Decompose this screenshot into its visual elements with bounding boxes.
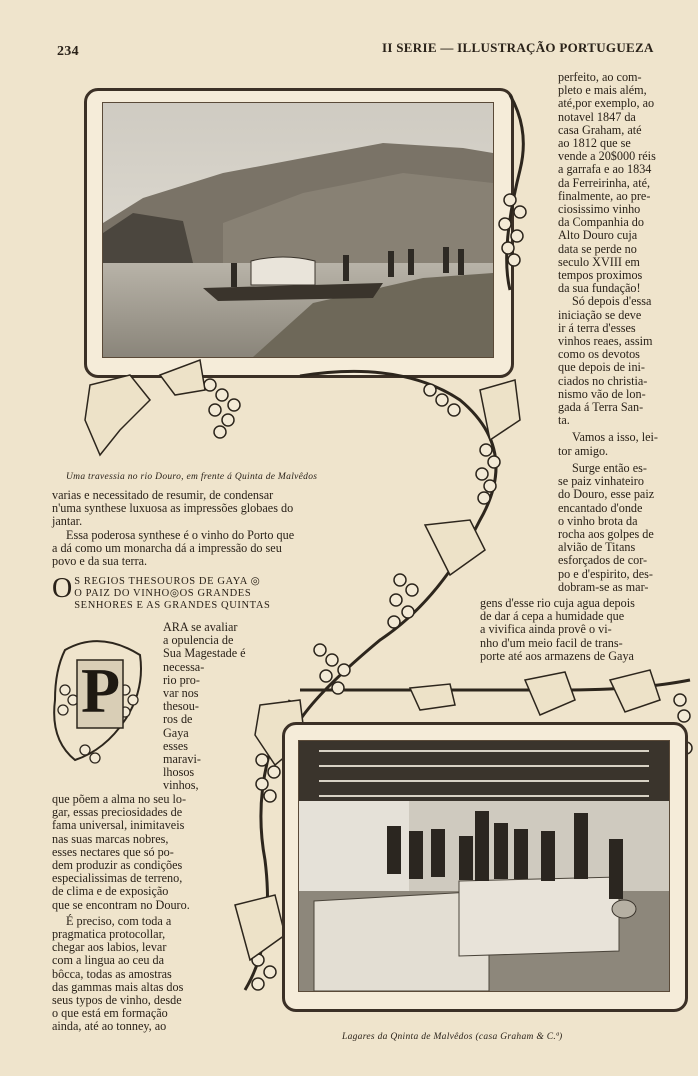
page-number: 234 (57, 44, 79, 59)
text-line: nas suas marcas nobres, (52, 831, 169, 846)
text-line: notavel 1847 da (558, 109, 636, 124)
text-line: Sua Magestade é (163, 646, 246, 661)
text-line: Só depois d'essa (572, 294, 652, 309)
text-line: das gammas mais altas dos (52, 979, 184, 994)
initial-letter: P (81, 655, 121, 726)
text-line: É preciso, com toda a (66, 913, 172, 928)
text-line: alvião de Titans (558, 540, 636, 555)
text-line: bôcca, todas as amostras (52, 966, 172, 981)
text-line: esforçados de cor- (558, 553, 648, 568)
text-line: ir á terra d'esses (558, 320, 636, 335)
text-line: necessa- (163, 659, 205, 674)
text-line: gada á Terra San- (558, 400, 644, 415)
text-line: como os devotos (558, 347, 640, 362)
text-line: thesou- (163, 699, 199, 714)
text-line: a vivifica ainda provê o vi- (480, 622, 612, 637)
text-line: o que está em formação (52, 1006, 168, 1021)
text-line: nho d'um meio facil de trans- (480, 635, 623, 650)
text-line: ainda, até ao tonney, ao (52, 1019, 167, 1034)
text-line: casa Graham, até (558, 122, 642, 137)
text-line: ARA se avaliar (163, 620, 238, 634)
text-line: varias e necessitado de resumir, de condensar (52, 488, 274, 502)
left-body (52, 793, 246, 1034)
text-line: que se encontram no Douro. (52, 897, 190, 912)
text-line: n'uma synthese luxuosa as impressões globaes do (52, 501, 294, 516)
text-line: maravi- (163, 752, 201, 767)
text-line: seculo XVIII em (558, 254, 640, 269)
text-line: que põem a alma no seu lo- (52, 792, 187, 806)
text-line: a garrafa e ao 1834 (558, 162, 652, 177)
text-line: perfeito, ao com- (558, 70, 642, 84)
text-line: vinhos reaes, assim (558, 334, 653, 349)
top-photo-caption: Uma travessia no rio Douro, em frente á Quinta de Malvêdos (66, 472, 318, 482)
text-line: povo e da sua terra. (52, 554, 148, 569)
text-line: com a lingua ao ceu da (52, 953, 165, 968)
right-column (558, 71, 673, 594)
winery-scene (299, 741, 669, 991)
text-line: data se perde no (558, 241, 637, 256)
text-line: jantar. (52, 514, 83, 529)
text-line: finalmente, ao pre- (558, 188, 651, 203)
text-line: o vinho brota da (558, 513, 638, 528)
text-line: Essa poderosa synthese é o vinho do Porto que (66, 527, 295, 542)
right-column-wide (480, 597, 672, 663)
text-line: Gaya (163, 725, 189, 740)
text-line: pragmatica protocollar, (52, 927, 166, 942)
text-line: ros de (163, 712, 193, 727)
text-line: vinhos, (163, 778, 199, 793)
text-line: se paiz vinhateiro (558, 474, 644, 489)
text-line: da sua fundação! (558, 281, 641, 296)
text-line: ciados no christia- (558, 373, 648, 388)
text-line: pleto e mais além, (558, 83, 647, 98)
text-line: var nos (163, 686, 199, 701)
text-line: tempos proximos (558, 268, 643, 283)
heading-line-1: S REGIOS THESOUROS DE GAYA ◎ (74, 576, 261, 587)
text-line: do Douro, esse paiz (558, 487, 655, 502)
text-line: dobram-se as mar- (558, 579, 649, 594)
text-line: iniciação se deve (558, 307, 642, 322)
text-line: da Ferreirinha, até, (558, 175, 651, 190)
ornamental-initial (45, 630, 155, 770)
text-line: porte até aos armazens de Gaya (480, 648, 634, 663)
bottom-photo (298, 740, 670, 992)
narrow-column (163, 621, 271, 793)
text-line: dem produzir as condições (52, 858, 183, 873)
text-line: nismo vão de lon- (558, 386, 646, 401)
text-line: que depois de ini- (558, 360, 645, 375)
text-line: especialissimas de terreno, (52, 871, 183, 886)
text-line: vende a 20$000 réis (558, 149, 656, 164)
text-line: ao 1812 que se (558, 136, 631, 151)
text-line: de dar á cepa a humidade que (480, 609, 625, 624)
text-line: até,por exemplo, ao (558, 96, 655, 111)
intro-paragraph (52, 489, 354, 568)
text-line: rio pro- (163, 672, 200, 687)
text-line: ciosissimo vinho (558, 202, 641, 217)
text-line: gar, essas preciosidades de (52, 805, 183, 820)
text-line: a opulencia de (163, 633, 234, 648)
bottom-photo-caption: Lagares da Qninta de Malvêdos (casa Graham & C.ª) (342, 1032, 563, 1042)
text-line: rocha aos golpes de (558, 526, 654, 541)
text-line: fama universal, inimitaveis (52, 818, 185, 833)
heading-line-3: SENHORES E AS GRANDES QUINTAS (74, 600, 271, 611)
text-line: encantado d'onde (558, 500, 643, 515)
text-line: Alto Douro cuja (558, 228, 638, 243)
text-line: gens d'esse rio cuja agua depois (480, 596, 635, 610)
text-line: chegar aos labios, levar (52, 940, 167, 955)
text-line: a dá como um monarcha dá a impressão do seu (52, 540, 282, 555)
text-line: da Companhia do (558, 215, 644, 230)
series-title: II SERIE — ILLUSTRAÇÃO PORTUGUEZA (382, 40, 654, 55)
text-line: tor amigo. (558, 443, 609, 458)
text-line: de clima e de exposição (52, 884, 169, 899)
heading-line-2: O PAIZ DO VINHO◎OS GRANDES (74, 588, 252, 599)
text-line: Surge então es- (572, 460, 647, 475)
river-boat-scene (103, 103, 493, 357)
text-line: esses (163, 738, 189, 753)
text-line: po e d'espirito, des- (558, 566, 653, 581)
top-photo (102, 102, 494, 358)
text-line: esses nectares que só po- (52, 844, 174, 859)
section-heading (52, 573, 352, 612)
text-line: ta. (558, 413, 570, 428)
heading-drop-letter: O (52, 573, 73, 604)
text-line: seus typos de vinho, desde (52, 993, 182, 1008)
text-line: lhosos (163, 765, 195, 780)
text-line: Vamos a isso, lei- (572, 430, 658, 445)
